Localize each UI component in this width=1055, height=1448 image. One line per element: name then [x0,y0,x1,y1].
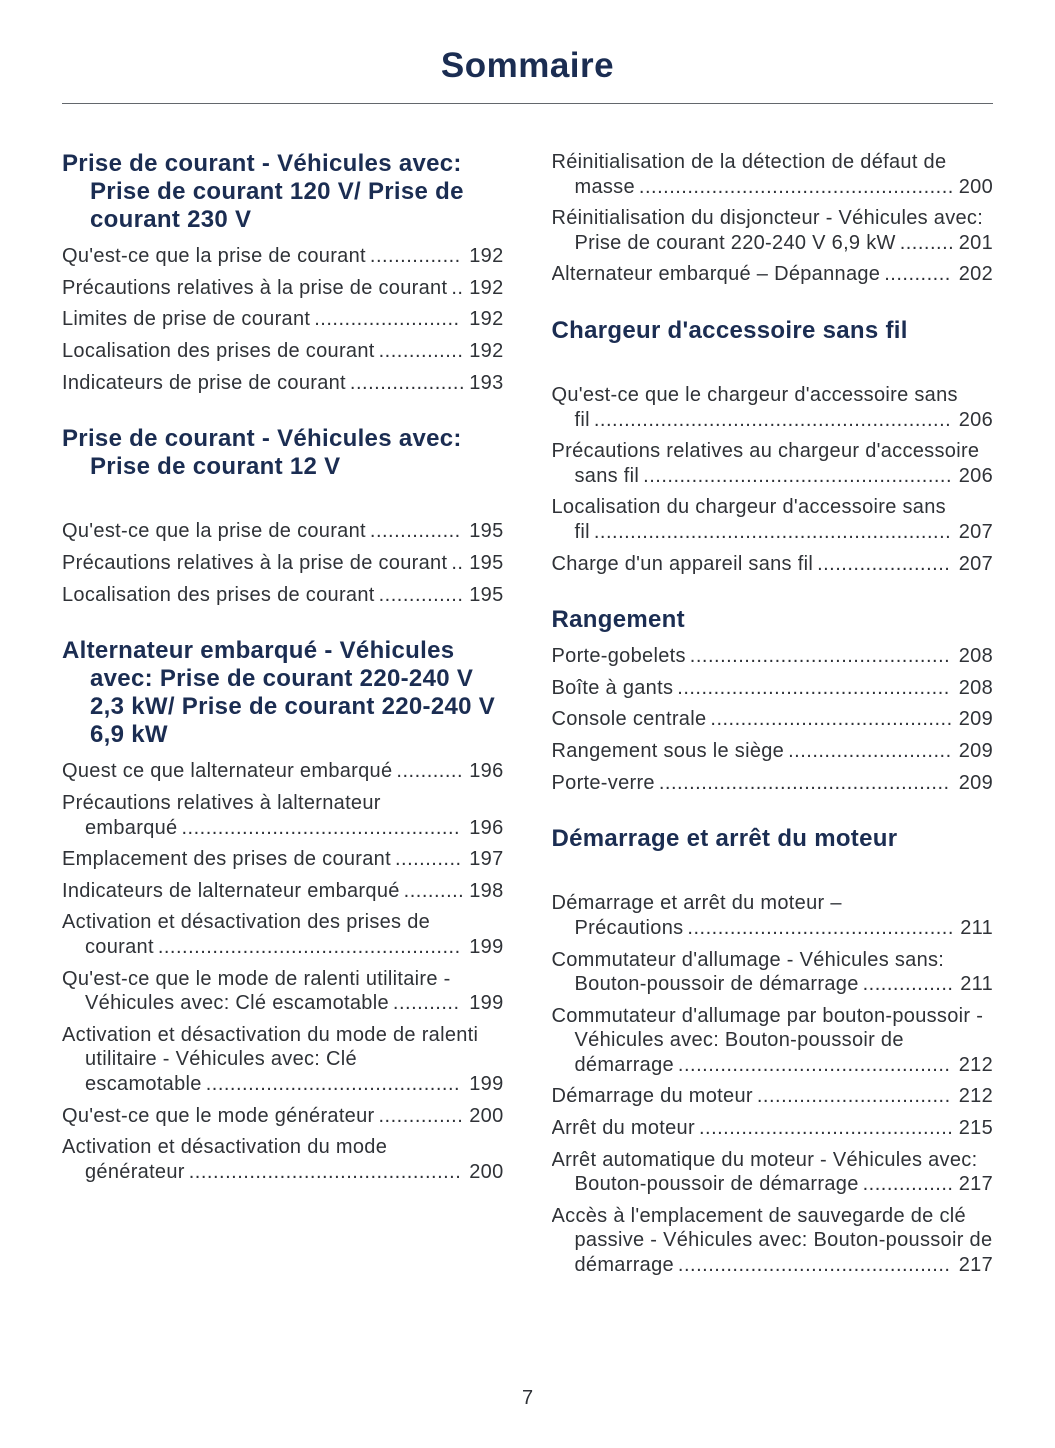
toc-leader-dots: ............................................. [677,1254,951,1277]
toc-entry-label: Localisation des prises de courant [62,340,375,363]
toc-entry-page-number: 195 [469,520,504,543]
toc-leader-dots: .............................................. [181,816,461,839]
toc-entry[interactable] [552,948,994,997]
toc-entry-label: Précautions relatives à la prise de courant [62,276,448,299]
toc-entry[interactable] [62,967,504,1016]
toc-leader-dots: ........... [394,848,462,871]
toc-entry[interactable] [552,552,994,577]
toc-entry-label: Réinitialisation de la détection de défaut de masse [551,151,947,198]
toc-leader-dots: ............................................. [677,1053,951,1076]
toc-entry-label: Rangement sous le siège [551,740,785,763]
toc-leader-dots: ........................ [314,308,460,331]
toc-section [62,637,504,1184]
toc-entry-label: Emplacement des prises de courant [62,848,391,871]
toc-leader-dots: ................... [349,371,465,394]
toc-section-heading: Chargeur d'accessoire sans fil [551,316,908,344]
toc-entry-page-number: 202 [958,263,993,286]
toc-entry-label: Qu'est-ce que le chargeur d'accessoire sans fil [551,384,958,431]
toc-entry-page-number: 199 [469,936,504,959]
toc-entry-page-number: 192 [469,308,504,331]
toc-leader-dots: ................................................ [658,771,950,794]
toc-leader-dots: .................................................... [638,175,954,198]
toc-leader-dots: ............... [862,1173,954,1196]
toc-entry-page-number: 209 [958,708,993,731]
toc-entry-label: Activation et désactivation des prises de courant [62,911,431,959]
toc-entry[interactable] [552,739,994,764]
toc-entry[interactable] [62,1104,504,1129]
toc-leader-dots: .............. [378,340,464,363]
toc-entry-page-number: 200 [958,175,993,198]
toc-entry-label: Accès à l'emplacement de sauvegarde de clé passive - Véhicules avec: Bouton-poussoir de démarrage [551,1204,993,1277]
toc-entry[interactable] [62,307,504,332]
toc-entry-page-number: 196 [469,760,504,783]
toc-entry-label: Indicateurs de prise de courant [62,371,346,394]
toc-entry[interactable] [552,1084,994,1109]
toc-entry[interactable] [552,206,994,255]
toc-entry[interactable] [552,891,994,940]
toc-leader-dots: .. [451,276,464,299]
toc-entry[interactable] [62,847,504,872]
toc-entry[interactable] [62,1023,504,1097]
toc-leader-dots: .......................................... [698,1117,954,1140]
toc-entry-label: Commutateur d'allumage par bouton-poussoir - Véhicules avec: Bouton-poussoir de démarrage [551,1004,984,1076]
toc-entry-page-number: 195 [469,551,504,574]
toc-entry-page-number: 201 [958,231,993,254]
toc-entry[interactable] [62,759,504,784]
toc-entry-page-number: 209 [958,740,993,763]
toc-entry-page-number: 208 [958,676,993,699]
toc-entry[interactable] [62,1135,504,1184]
title-divider [62,103,993,104]
toc-entry-label: Localisation du chargeur d'accessoire sans fil [551,496,946,544]
toc-entry-label: Charge d'un appareil sans fil [551,552,814,575]
toc-entry-label: Précautions relatives à lalternateur embarqué [62,792,381,839]
toc-entry[interactable] [552,644,994,669]
toc-section [552,150,994,287]
toc-entry-page-number: 200 [469,1160,504,1183]
page-title: Sommaire [440,46,615,85]
toc-entry-page-number: 212 [958,1053,993,1076]
toc-leader-dots: ............................................ [687,916,954,939]
toc-entry[interactable] [552,707,994,732]
toc-section [62,150,504,395]
toc-section-heading: Démarrage et arrêt du moteur [551,825,898,853]
toc-entry-label: Réinitialisation du disjoncteur - Véhicules avec: Prise de courant 220-240 V 6,9 kW [551,207,984,254]
toc-entry-label: Qu'est-ce que la prise de courant [62,245,366,268]
toc-entry-page-number: 211 [960,916,993,939]
toc-entry-label: Arrêt du moteur [551,1117,695,1140]
toc-entry[interactable] [552,1116,994,1141]
toc-section-heading: Prise de courant - Véhicules avec: Prise de courant 120 V/ Prise de courant 230 V [62,150,464,234]
toc-entry-label: Précautions relatives à la prise de courant [62,551,448,574]
toc-leader-dots: ........... [396,760,464,783]
toc-entry-label: Porte-gobelets [551,645,686,668]
toc-entry-label: Indicateurs de lalternateur embarqué [62,879,400,902]
toc-entry-page-number: 211 [960,973,993,996]
toc-entry-page-number: 208 [958,645,993,668]
toc-section-heading: Prise de courant - Véhicules avec: Prise de courant 12 V [62,425,462,481]
toc-entry-page-number: 207 [958,521,993,544]
toc-entry[interactable] [552,1148,994,1197]
toc-leader-dots: .............. [378,583,464,606]
toc-entry-label: Activation et désactivation du mode de ralenti utilitaire - Véhicules avec: Clé escamotable [62,1023,479,1095]
toc-entry[interactable] [552,262,994,287]
toc-section [62,425,504,607]
toc-leader-dots: ................................................... [643,464,953,487]
toc-leader-dots: ............... [369,520,461,543]
toc-entry[interactable] [62,910,504,959]
toc-leader-dots: ........... [884,263,951,286]
toc-entry-label: Alternateur embarqué – Dépannage [551,263,881,286]
toc-entry-label: Porte-verre [551,771,655,794]
toc-leader-dots: ........... [392,992,460,1015]
toc-leader-dots: .......................................... [205,1072,461,1095]
toc-entry-page-number: 217 [958,1173,993,1196]
toc-entry[interactable] [552,1204,994,1278]
toc-entry-page-number: 200 [469,1104,504,1127]
toc-section [552,606,994,795]
toc-entry-label: Quest ce que lalternateur embarqué [62,760,393,783]
toc-section [552,825,994,1277]
toc-entry[interactable] [62,339,504,364]
toc-leader-dots: ............................................. [677,676,950,699]
toc-entry-page-number: 199 [469,992,504,1015]
toc-entry-page-number: 196 [469,816,504,839]
toc-entry[interactable] [62,244,504,269]
toc-leader-dots: ............... [862,973,954,996]
toc-column-right [552,150,994,1285]
toc-section-heading: Rangement [551,606,685,634]
toc-entry[interactable] [62,583,504,608]
toc-leader-dots: ........................................ [710,708,953,731]
toc-leader-dots: .......... [403,879,465,902]
toc-entry-page-number: 212 [958,1085,993,1108]
toc-entry[interactable] [62,791,504,840]
toc-entry-page-number: 192 [469,245,504,268]
toc-section [552,317,994,576]
toc-entry-page-number: 215 [958,1117,993,1140]
toc-entry[interactable] [552,439,994,488]
toc-entry-page-number: 206 [958,464,993,487]
toc-leader-dots: .............. [378,1104,464,1127]
toc-entry-page-number: 192 [469,340,504,363]
toc-leader-dots: ........................................... [689,645,951,668]
toc-entry[interactable] [552,771,994,796]
toc-entry[interactable] [62,879,504,904]
toc-entry[interactable] [552,1004,994,1078]
toc-column-left [62,150,504,1285]
toc-entry-label: Console centrale [551,708,707,731]
toc-entry-label: Boîte à gants [551,676,674,699]
toc-entry-label: Commutateur d'allumage - Véhicules sans: Bouton-poussoir de démarrage [551,948,945,996]
toc-leader-dots: ......... [899,231,955,254]
toc-entry-page-number: 192 [469,276,504,299]
toc-entry-label: Qu'est-ce que le mode de ralenti utilitaire - Véhicules avec: Clé escamotable [62,967,451,1015]
toc-leader-dots: ................................ [756,1085,951,1108]
toc-entry-label: Activation et désactivation du mode générateur [62,1136,388,1183]
toc-leader-dots: ...................... [817,552,951,575]
toc-entry-page-number: 206 [958,408,993,431]
toc-entry-label: Qu'est-ce que la prise de courant [62,520,366,543]
toc-leader-dots: ............................................. [188,1160,462,1183]
toc-entry-label: Démarrage et arrêt du moteur – Précautions [551,892,842,939]
toc-entry-label: Localisation des prises de courant [62,583,375,606]
toc-entry-label: Démarrage du moteur [551,1085,753,1108]
toc-leader-dots: ........................................................... [593,408,952,431]
toc-entry-page-number: 207 [958,552,993,575]
toc-entry-page-number: 199 [469,1072,504,1095]
toc-entry[interactable] [552,150,994,199]
toc-leader-dots: ........................... [788,740,952,763]
toc-entry[interactable] [62,551,504,576]
toc-entry[interactable] [62,276,504,301]
toc-leader-dots: .. [451,551,464,574]
toc-entry[interactable] [552,383,994,432]
toc-entry-label: Arrêt automatique du moteur - Véhicules avec: Bouton-poussoir de démarrage [551,1148,978,1196]
toc-entry-page-number: 195 [469,583,504,606]
toc-leader-dots: ........................................................... [593,521,952,544]
toc-entry[interactable] [552,495,994,544]
toc-leader-dots: ............... [369,245,461,268]
toc-leader-dots: .................................................. [157,936,461,959]
toc-columns [62,150,993,1285]
toc-entry-page-number: 209 [958,771,993,794]
toc-entry-label: Limites de prise de courant [62,308,311,331]
page-number: 7 [521,1387,534,1409]
toc-entry[interactable] [552,676,994,701]
toc-entry-page-number: 217 [958,1254,993,1277]
toc-entry-page-number: 198 [469,879,504,902]
toc-entry-label: Précautions relatives au chargeur d'accessoire sans fil [551,440,980,487]
toc-entry-page-number: 193 [469,371,504,394]
toc-entry-page-number: 197 [469,848,504,871]
toc-section-heading: Alternateur embarqué - Véhicules avec: Prise de courant 220-240 V 2,3 kW/ Prise de courant 220-240 V 6,9 kW [62,637,496,749]
toc-entry[interactable] [62,519,504,544]
toc-entry[interactable] [62,371,504,396]
toc-entry-label: Qu'est-ce que le mode générateur [62,1104,375,1127]
